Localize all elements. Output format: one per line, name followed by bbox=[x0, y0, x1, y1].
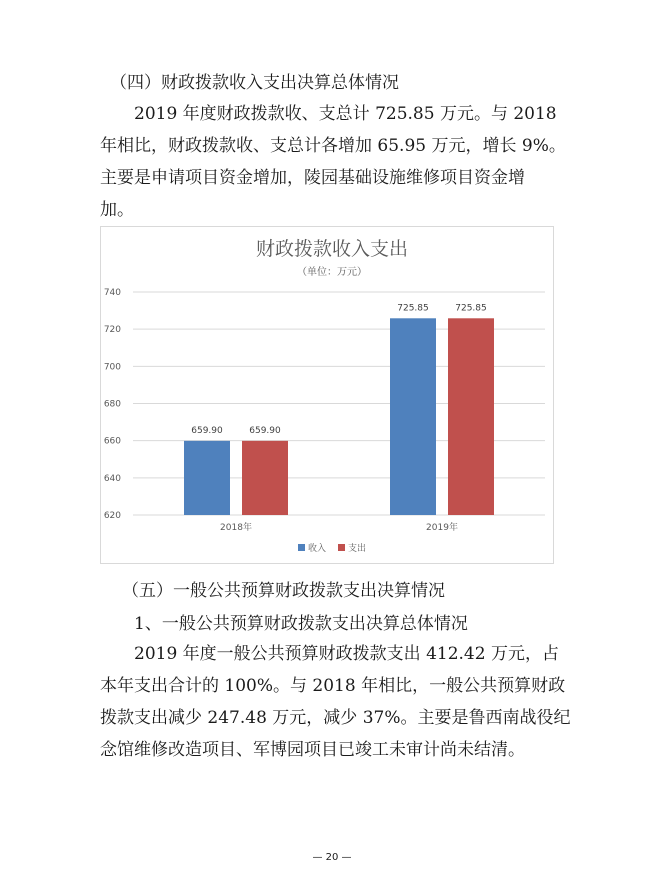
bar-收入 bbox=[184, 441, 230, 515]
chart-title: 财政拨款收入支出 bbox=[255, 238, 409, 260]
x-tick-label: 2018年 bbox=[220, 523, 252, 533]
y-tick-label: 740 bbox=[103, 288, 121, 298]
legend-label: 支出 bbox=[348, 544, 367, 554]
y-tick-label: 620 bbox=[103, 511, 121, 521]
data-label: 659.90 bbox=[249, 425, 281, 436]
section-5-paragraph bbox=[100, 638, 580, 766]
data-label: 659.90 bbox=[191, 425, 223, 436]
y-tick-label: 720 bbox=[103, 325, 121, 336]
bar-支出 bbox=[242, 441, 288, 515]
paragraph-line: 本年支出合计的 100%。与 2018 年相比，一般公共预算财政 bbox=[100, 676, 566, 696]
legend-swatch bbox=[338, 544, 345, 551]
x-tick-label: 2019年 bbox=[426, 523, 458, 533]
paragraph-line: 加。 bbox=[100, 200, 134, 220]
section-5-subheading: 1、一般公共预算财政拨款支出决算总体情况 bbox=[134, 614, 468, 634]
data-label: 725.85 bbox=[455, 303, 487, 314]
paragraph-line: 念馆维修改造项目、军博园项目已竣工未审计尚未结清。 bbox=[100, 740, 525, 760]
y-tick-label: 680 bbox=[103, 399, 121, 410]
section-4-heading: （四）财政拨款收入支出决算总体情况 bbox=[110, 73, 399, 93]
page-number: — 20 — bbox=[312, 852, 352, 863]
y-tick-label: 660 bbox=[103, 436, 121, 447]
legend-swatch bbox=[298, 544, 305, 551]
paragraph-line: 年相比，财政拨款收、支总计各增加 65.95 万元，增长 9%。 bbox=[100, 136, 566, 156]
data-label: 725.85 bbox=[397, 303, 429, 314]
chart-subtitle: （单位：万元） bbox=[297, 267, 367, 278]
paragraph-line: 2019 年度财政拨款收、支总计 725.85 万元。与 2018 bbox=[134, 104, 557, 124]
bar-chart bbox=[100, 226, 554, 564]
bar-支出 bbox=[448, 318, 494, 515]
y-tick-label: 700 bbox=[103, 362, 121, 373]
paragraph-line: 拨款支出减少 247.48 万元，减少 37%。主要是鲁西南战役纪 bbox=[100, 708, 571, 728]
section-4-paragraph bbox=[100, 98, 580, 226]
paragraph-line: 2019 年度一般公共预算财政拨款支出 412.42 万元，占 bbox=[134, 644, 559, 664]
y-tick-label: 640 bbox=[103, 473, 121, 484]
chart-canvas bbox=[101, 227, 555, 565]
legend-label: 收入 bbox=[308, 544, 327, 554]
section-5-heading: （五）一般公共预算财政拨款支出决算情况 bbox=[122, 581, 445, 601]
paragraph-line: 主要是申请项目资金增加，陵园基础设施维修项目资金增 bbox=[100, 168, 525, 188]
bar-收入 bbox=[390, 318, 436, 515]
